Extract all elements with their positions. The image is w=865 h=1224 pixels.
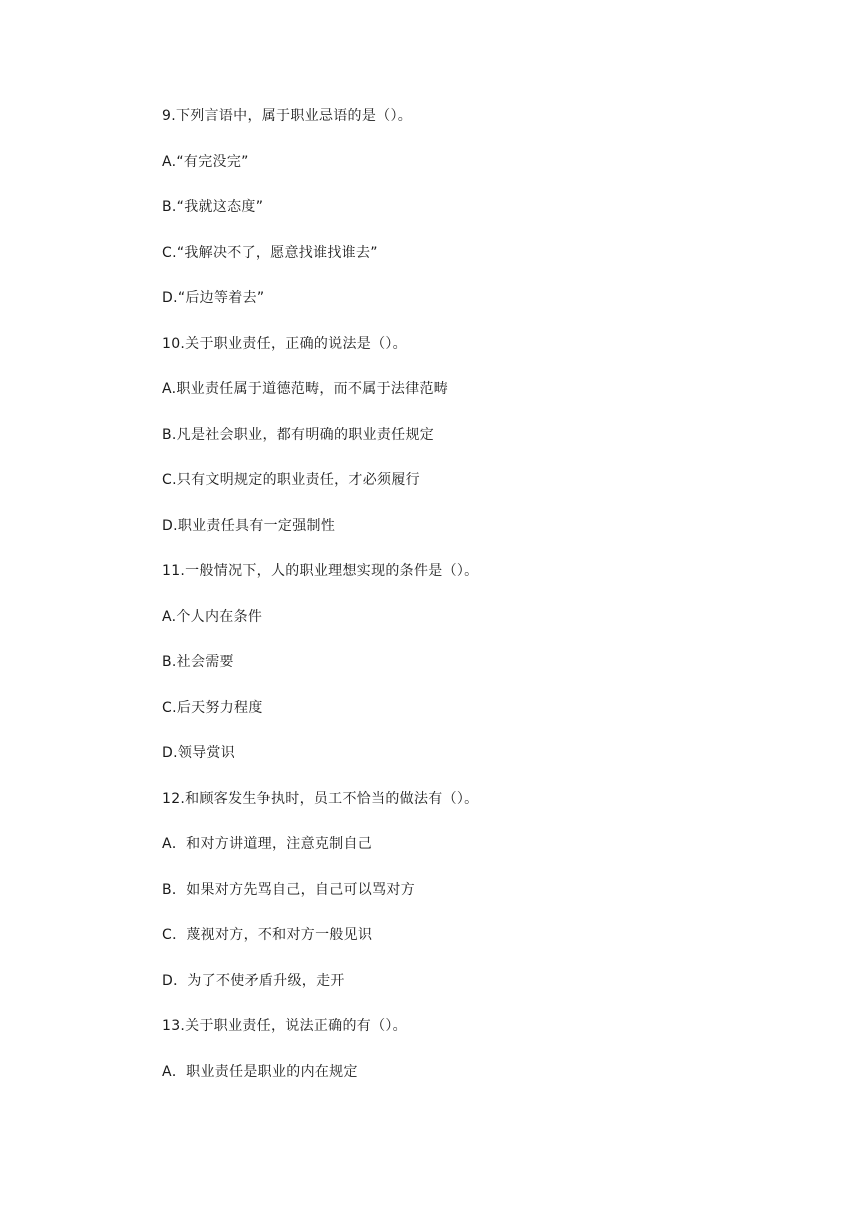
question-11-option-a: A.个人内在条件 <box>162 608 263 625</box>
question-9-stem: 9.下列言语中，属于职业忌语的是（）。 <box>162 108 413 124</box>
question-12-stem: 12.和顾客发生争执时，员工不恰当的做法有（）。 <box>162 790 479 807</box>
question-9-option-d: D.“后边等着去” <box>162 290 265 306</box>
question-10-stem: 10.关于职业责任，正确的说法是（）。 <box>162 335 407 352</box>
question-11-option-c: C.后天努力程度 <box>162 699 263 716</box>
question-list <box>162 104 478 1105</box>
question-11-stem: 11.一般情况下，人的职业理想实现的条件是（）。 <box>162 563 479 579</box>
question-13-stem: 13.关于职业责任，说法正确的有（）。 <box>162 1018 407 1034</box>
question-12-option-b: B．如果对方先骂自己，自己可以骂对方 <box>162 881 416 898</box>
question-13-option-a: A．职业责任是职业的内在规定 <box>162 1063 358 1080</box>
question-10-option-c: C.只有文明规定的职业责任，才必须履行 <box>162 472 420 488</box>
question-10-option-a: A.职业责任属于道德范畴，而不属于法律范畴 <box>162 381 449 397</box>
question-10-option-b: B.凡是社会职业，都有明确的职业责任规定 <box>162 426 435 443</box>
question-10-option-d: D.职业责任具有一定强制性 <box>162 517 336 534</box>
question-9-option-a: A.“有完没完” <box>162 153 249 170</box>
question-12-option-d: D．为了不使矛盾升级，走开 <box>162 972 345 989</box>
question-11-option-b: B.社会需要 <box>162 654 234 670</box>
question-12-option-c: C．蔑视对方，不和对方一般见识 <box>162 927 373 943</box>
question-12-option-a: A．和对方讲道理，注意克制自己 <box>162 836 373 852</box>
question-9-option-b: B.“我就这态度” <box>162 199 264 215</box>
question-11-option-d: D.领导赏识 <box>162 745 236 761</box>
question-9-option-c: C.“我解决不了，愿意找谁找谁去” <box>162 244 378 261</box>
